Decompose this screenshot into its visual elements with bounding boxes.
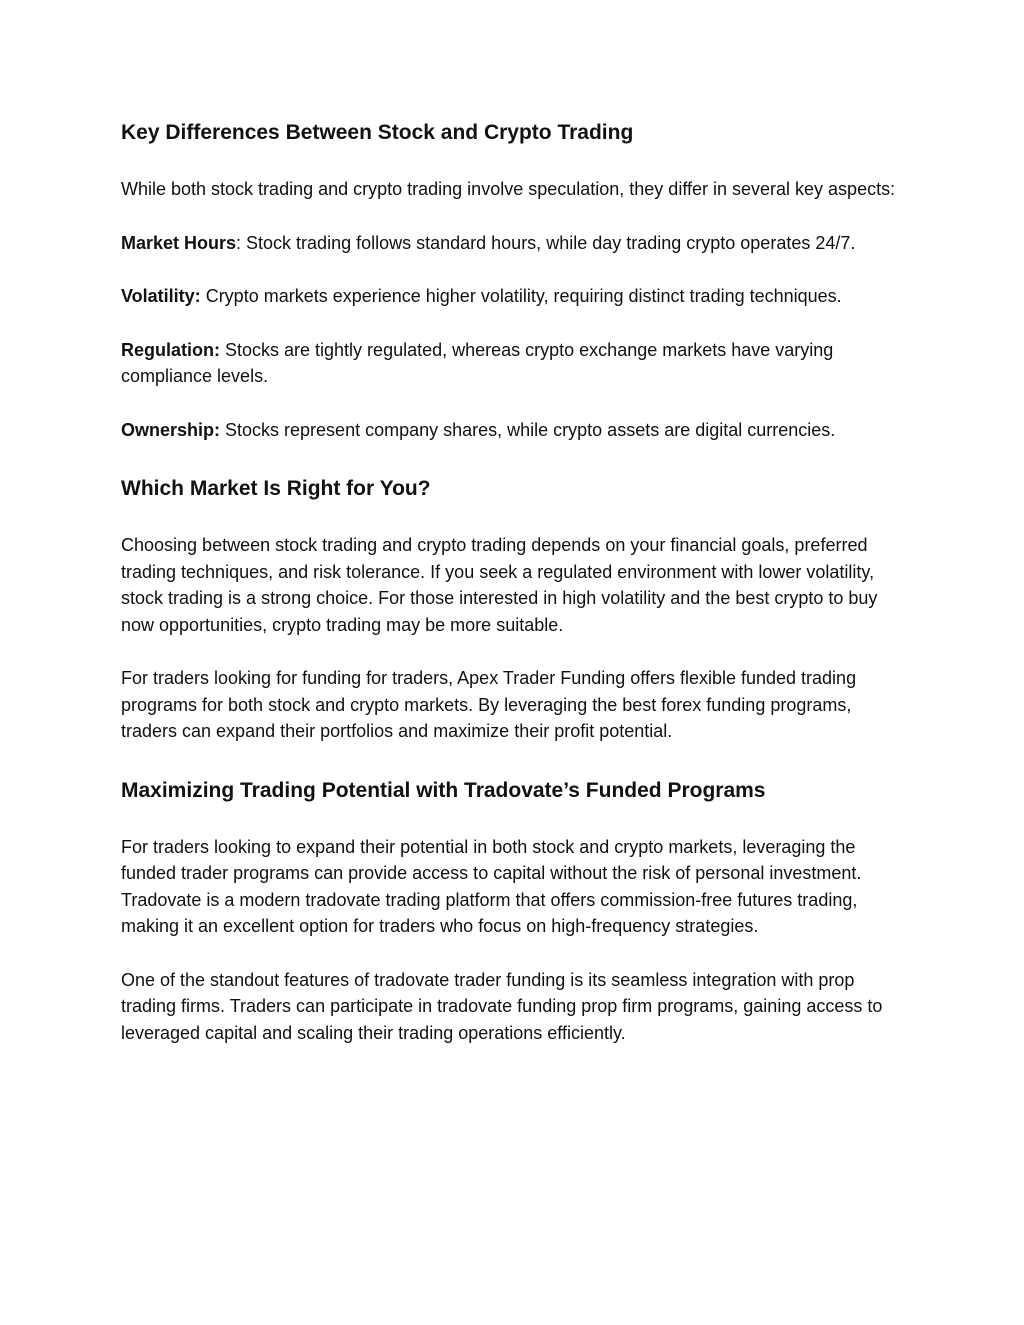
item-label: Volatility: <box>121 286 201 306</box>
item-text: : Stock trading follows standard hours, while day trading crypto operates 24/7. <box>236 232 856 253</box>
document-page <box>121 118 911 1046</box>
section-heading-key-differences: Key Differences Between Stock and Crypto Trading <box>121 121 634 144</box>
intro-paragraph: While both stock trading and crypto trading involve speculation, they differ in several key aspects: <box>121 179 896 199</box>
item-text: Crypto markets experience higher volatility, requiring distinct trading techniques. <box>200 286 842 306</box>
section-heading-which-market: Which Market Is Right for You? <box>121 477 431 500</box>
section-heading-maximizing-potential: Maximizing Trading Potential with Tradovate’s Funded Programs <box>121 778 766 802</box>
item-ownership <box>121 417 911 444</box>
paragraph: One of the standout features of tradovate trader funding is its seamless integration with prop trading firms. Traders can participate in tradovate funding prop firm programs, gaining access to leveraged capital and scaling their trading operations efficiently. <box>121 969 883 1043</box>
item-text: Stocks are tightly regulated, whereas crypto exchange markets have varying compliance levels. <box>121 339 834 386</box>
paragraph: For traders looking to expand their potential in both stock and crypto markets, leveraging the funded trader programs can provide access to capital without the risk of personal investment. Tradovate is a modern tradovate trading platform that offers commission-free futures trading, making it an excellent option for traders who focus on high-frequency strategies. <box>121 836 862 936</box>
item-market-hours <box>121 230 911 257</box>
item-label: Market Hours <box>121 232 237 253</box>
item-regulation <box>121 337 911 390</box>
paragraph: Choosing between stock trading and crypto trading depends on your financial goals, preferred trading techniques, and risk tolerance. If you seek a regulated environment with lower volatility, stock trading is a strong choice. For those interested in high volatility and the best crypto to buy now opportunities, crypto trading may be more suitable. <box>121 535 878 635</box>
paragraph: For traders looking for funding for traders, Apex Trader Funding offers flexible funded trading programs for both stock and crypto markets. By leveraging the best forex funding programs, traders can expand their portfolios and maximize their profit potential. <box>121 668 857 741</box>
item-label: Regulation: <box>121 339 220 360</box>
item-volatility <box>121 283 911 310</box>
item-label: Ownership: <box>121 419 221 440</box>
item-text: Stocks represent company shares, while crypto assets are digital currencies. <box>220 419 836 440</box>
